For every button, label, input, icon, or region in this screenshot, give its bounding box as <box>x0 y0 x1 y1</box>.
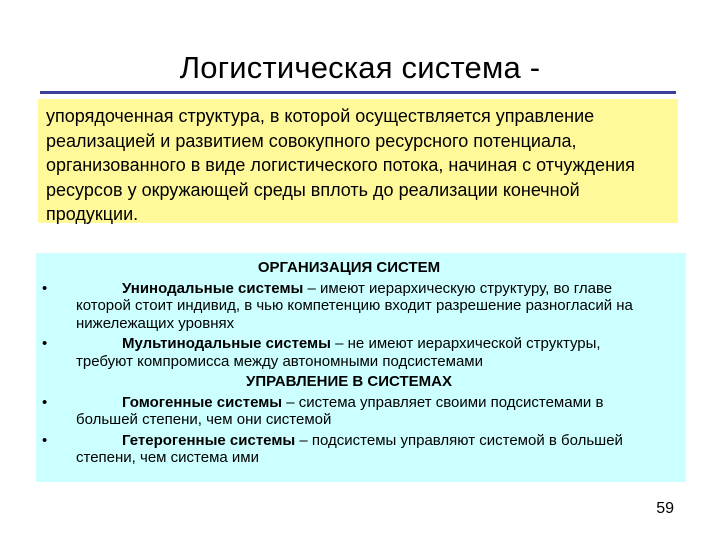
systems-box <box>36 253 686 482</box>
list-item-homogeneous <box>42 394 656 429</box>
slide-title: Логистическая система - <box>179 50 541 85</box>
bullet-icon: • <box>42 335 48 352</box>
definition-box <box>38 99 678 223</box>
definition-text: упорядоченная структура, в которой осуществляется управление реализацией и развитием совокупного ресурсного потенциала, организованного в виде логистического потока, начиная с отчуждения ресурсов у окружающей среды вплоть до реализации конечной продукции. <box>46 106 635 224</box>
title-underline <box>40 91 676 94</box>
list-item-uninodal <box>42 280 656 333</box>
bullet-icon: • <box>42 279 48 297</box>
item-term: Мультинодальные системы <box>122 335 331 352</box>
page-number: 59 <box>656 500 674 517</box>
item-term: Гомогенные системы <box>122 393 283 411</box>
bullet-icon: • <box>42 431 48 449</box>
item-term: Унинодальные системы <box>122 279 304 297</box>
section-heading-management: УПРАВЛЕНИЕ В СИСТЕМАХ <box>246 373 452 390</box>
item-term: Гетерогенные системы <box>122 431 296 449</box>
item-description: – подсистемы управляют системой в большей степени, чем система ими <box>76 431 623 466</box>
item-description: – не имеют иерархической структуры, требуют компромисса между автономными подсистемами <box>76 335 601 370</box>
list-item-multinodal <box>42 335 656 370</box>
item-description: – имеют иерархическую структуру, во главе которой стоит индивид, в чью компетенцию входит разрешение разногласий на нижележащих уровнях <box>76 279 633 332</box>
item-description: – система управляет своими подсистемами в большей степени, чем они системой <box>76 393 604 428</box>
section-heading-organization: ОРГАНИЗАЦИЯ СИСТЕМ <box>257 259 441 276</box>
bullet-icon: • <box>42 393 48 411</box>
list-item-heterogeneous <box>42 432 656 467</box>
